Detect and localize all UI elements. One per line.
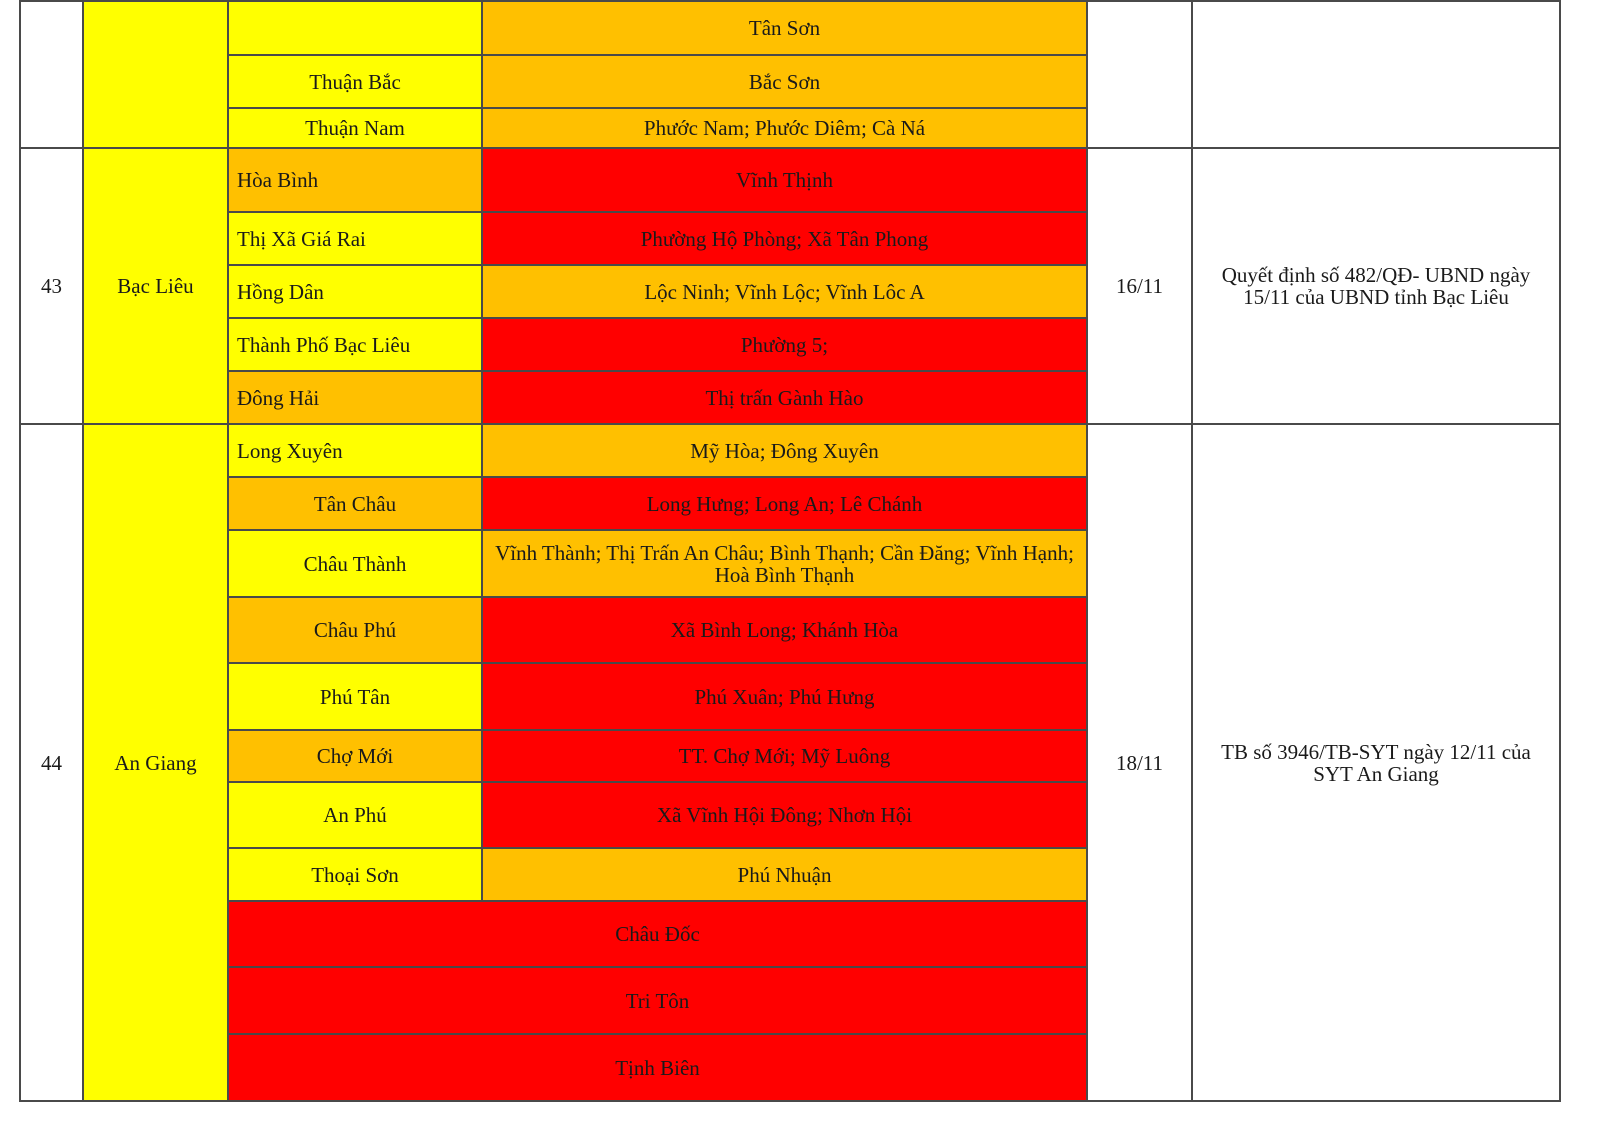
district-cell: Thuận Nam xyxy=(228,108,482,148)
commune-cell: Vĩnh Thành; Thị Trấn An Châu; Bình Thạnh; Cần Đăng; Vĩnh Hạnh; Hoà Bình Thạnh xyxy=(482,530,1087,597)
date-cell: 18/11 xyxy=(1087,424,1192,1101)
commune-cell: Phường 5; xyxy=(482,318,1087,371)
note-cell-empty xyxy=(1192,1,1560,148)
commune-cell: Bắc Sơn xyxy=(482,55,1087,108)
district-cell: Đông Hải xyxy=(228,371,482,424)
commune-cell: Vĩnh Thịnh xyxy=(482,148,1087,212)
stt-cell: 44 xyxy=(20,424,83,1101)
note-cell: Quyết định số 482/QĐ- UBND ngày 15/11 của UBND tỉnh Bạc Liêu xyxy=(1192,148,1560,424)
stt-cell: 43 xyxy=(20,148,83,424)
district-cell: Châu Thành xyxy=(228,530,482,597)
commune-cell: Xã Bình Long; Khánh Hòa xyxy=(482,597,1087,663)
province-cell: Bạc Liêu xyxy=(83,148,228,424)
note-cell: TB số 3946/TB-SYT ngày 12/11 của SYT An Giang xyxy=(1192,424,1560,1101)
date-cell: 16/11 xyxy=(1087,148,1192,424)
district-cell: Châu Phú xyxy=(228,597,482,663)
date-cell-empty xyxy=(1087,1,1192,148)
commune-cell: Phú Nhuận xyxy=(482,848,1087,901)
table-row xyxy=(20,148,1560,212)
district-cell: An Phú xyxy=(228,782,482,848)
commune-cell: Phú Xuân; Phú Hưng xyxy=(482,663,1087,730)
district-cell: Thị Xã Giá Rai xyxy=(228,212,482,265)
commune-cell: Xã Vĩnh Hội Đông; Nhơn Hội xyxy=(482,782,1087,848)
district-cell: Tân Châu xyxy=(228,477,482,530)
table-row xyxy=(20,424,1560,477)
stt-cell-empty xyxy=(20,1,83,148)
commune-cell: Mỹ Hòa; Đông Xuyên xyxy=(482,424,1087,477)
province-cell: An Giang xyxy=(83,424,228,1101)
whole-district-cell: Châu Đốc xyxy=(228,901,1087,967)
district-cell: Thuận Bắc xyxy=(228,55,482,108)
district-cell: Hòa Bình xyxy=(228,148,482,212)
commune-cell: TT. Chợ Mới; Mỹ Luông xyxy=(482,730,1087,782)
commune-cell: Phước Nam; Phước Diêm; Cà Ná xyxy=(482,108,1087,148)
commune-cell: Long Hưng; Long An; Lê Chánh xyxy=(482,477,1087,530)
commune-cell: Lộc Ninh; Vĩnh Lộc; Vĩnh Lôc A xyxy=(482,265,1087,318)
district-cell: Hồng Dân xyxy=(228,265,482,318)
district-cell: Long Xuyên xyxy=(228,424,482,477)
district-cell: Phú Tân xyxy=(228,663,482,730)
epidemic-level-table xyxy=(19,0,1561,1102)
province-cell-empty xyxy=(83,1,228,148)
whole-district-cell: Tri Tôn xyxy=(228,967,1087,1034)
district-cell: Chợ Mới xyxy=(228,730,482,782)
commune-cell: Thị trấn Gành Hào xyxy=(482,371,1087,424)
commune-cell: Tân Sơn xyxy=(482,1,1087,55)
district-cell-empty xyxy=(228,1,482,55)
district-cell: Thoại Sơn xyxy=(228,848,482,901)
table-row xyxy=(20,1,1560,55)
commune-cell: Phường Hộ Phòng; Xã Tân Phong xyxy=(482,212,1087,265)
district-cell: Thành Phố Bạc Liêu xyxy=(228,318,482,371)
whole-district-cell: Tịnh Biên xyxy=(228,1034,1087,1101)
